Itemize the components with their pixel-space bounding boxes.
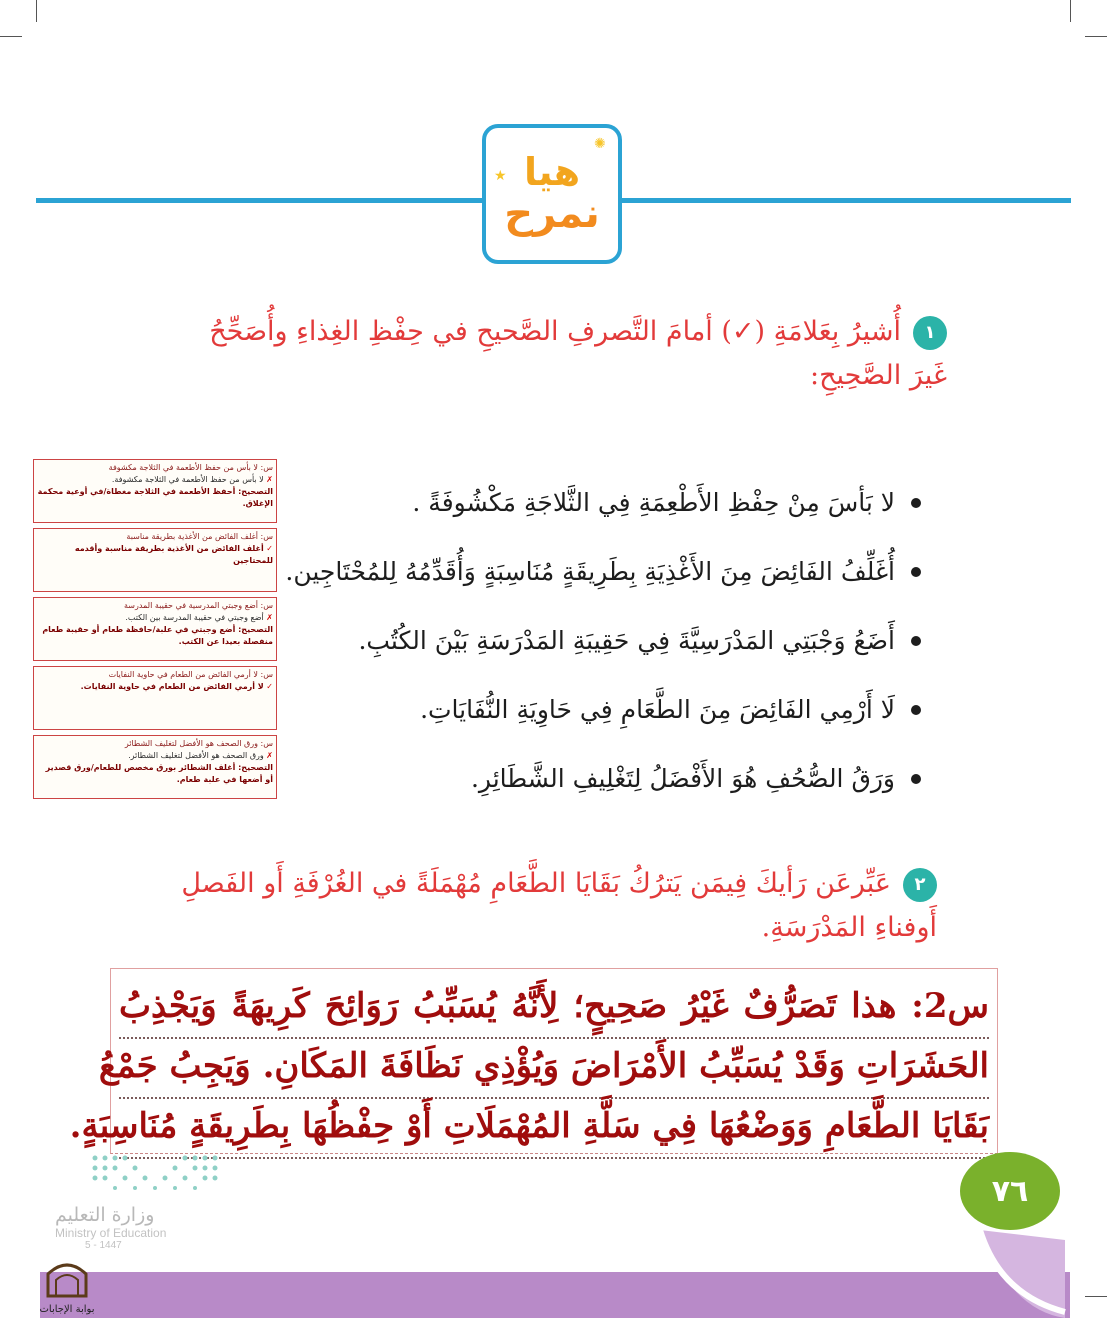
bullet-icon: [911, 498, 921, 508]
answer-correction: أغلف الفائض من الأغذية بطريقة مناسبة وأقدمه للمحتاجين: [74, 544, 273, 565]
answer-question: س: أغلف الفائض من الأغذية بطريقة مناسبة: [126, 532, 273, 541]
answer-question: س: لا بأس من حفظ الأطعمة في الثلاجة مكشوفة: [108, 463, 273, 472]
bullet-icon: [911, 567, 921, 577]
crop-mark: [0, 36, 22, 37]
list-item: [321, 744, 921, 813]
wrong-mark-icon: ✗: [266, 751, 273, 760]
answer-note: [33, 528, 277, 592]
question-2: [167, 862, 937, 950]
answer-question: س: أضع وجبتي المدرسية في حقيبة المدرسة: [124, 601, 273, 610]
footer-band: [40, 1272, 1070, 1318]
wrong-mark-icon: ✗: [266, 613, 273, 622]
answer-note: [33, 459, 277, 523]
answer-correction: التصحيح: أضع وجبتي في علبة/حافظة طعام أو حقيبة طعام منفصلة بعيدا عن الكتب.: [42, 625, 273, 646]
question-1: [167, 310, 947, 398]
answer-correction: التصحيح: أغلف الشطائر بورق مخصص للطعام/ورق قصدير أو أضعها في علبة طعام.: [45, 763, 273, 784]
list-item: [321, 468, 921, 537]
statement-text: لَا أَرْمِي الفَائِضَ مِنَ الطَّعَامِ فِي حَاوِيَةِ النُّفَايَاتِ.: [420, 695, 895, 724]
ministry-logo: [55, 1150, 225, 1251]
answer-question: س: لا أرمي الفائض من الطعام في حاوية النفايات: [108, 670, 273, 679]
answer-note: [33, 597, 277, 661]
star-icon: ★: [494, 168, 507, 184]
statement-list: [285, 468, 921, 813]
list-item: [321, 675, 921, 744]
statement-text: أُغَلِّفُ الفَائِضَ مِنَ الأَغْذِيَةِ بِطَرِيقَةٍ مُنَاسِبَةٍ وَأُقَدِّمُهُ لِلمُحْتَاجِين.: [285, 557, 895, 586]
check-mark-icon: ✓: [266, 682, 273, 691]
gate-label: بوابة الإجابات: [39, 1304, 95, 1315]
statement-text: لا بَأسَ مِنْ حِفْظِ الأَطْعِمَةِ فِي الثَّلاجَةِ مَكْشُوفَةً .: [412, 488, 895, 517]
answer-correction: التصحيح: أحفظ الأطعمة في الثلاجة مغطاة/في أوعية محكمة الإغلاق.: [37, 487, 273, 508]
bullet-icon: [911, 774, 921, 784]
answer-question: س: ورق الصحف هو الأفضل لتغليف الشطائر: [124, 739, 273, 748]
gate-icon: [30, 1258, 104, 1298]
bullet-icon: [911, 705, 921, 715]
question-number-1: ١: [913, 316, 947, 350]
ministry-year: 5 - 1447: [85, 1240, 122, 1251]
crop-mark: [1085, 1296, 1107, 1297]
page-number-badge: ٧٦: [960, 1152, 1060, 1230]
crop-mark: [1070, 0, 1071, 22]
statement-text: وَرَقُ الصُّحُفِ هُوَ الأَفْضَلُ لِتَغْلِيفِ الشَّطَائِرِ.: [470, 764, 895, 793]
answer-notes: [33, 459, 277, 804]
question-number-2: ٢: [903, 868, 937, 902]
activity-logo: [482, 124, 622, 264]
ministry-name-ar: وزارة التعليم: [55, 1204, 155, 1226]
check-mark-icon: ✓: [266, 544, 273, 553]
statement-text: أَضَعُ وَجْبَتِي المَدْرَسِيَّةَ فِي حَقِيبَةِ المَدْرَسَةِ بَيْنَ الكُتُبِ.: [358, 626, 895, 655]
answer-original: ورق الصحف هو الأفضل لتغليف الشطائر.: [128, 751, 264, 760]
wrong-mark-icon: ✗: [266, 475, 273, 484]
ministry-dots-icon: [85, 1150, 225, 1194]
answer-original: أضع وجبتي في حقيبة المدرسة بين الكتب.: [125, 613, 264, 622]
answer-2-line: بَقَايَا الطَّعَامِ وَوَضْعُهَا فِي سَلَّةِ المُهْمَلَاتِ أَوْ حِفْظُهَا بِطَرِيقَةٍ مُنَاسِبَةٍ.: [119, 1099, 989, 1159]
answer-original: لا بأس من حفظ الأطعمة في الثلاجة مكشوفة.: [111, 475, 264, 484]
ministry-name-en: Ministry of Education: [55, 1226, 167, 1240]
answer-note: [33, 735, 277, 799]
list-item: [285, 537, 921, 606]
bullet-icon: [911, 636, 921, 646]
answer-2-line: الحَشَرَاتِ وَقَدْ يُسَبِّبُ الأَمْرَاضَ وَيُؤْذِي نَظَافَةَ المَكَانِ. وَيَجِبُ جَمْعُ: [119, 1039, 989, 1099]
answer-2-line: س2: هذا تَصَرُّفٌ غَيْرُ صَحِيحٍ؛ لِأَنَّهُ يُسَبِّبُ رَوَائِحَ كَرِيهَةً وَيَجْذِبُ: [119, 979, 989, 1039]
answers-gate-logo: [30, 1258, 104, 1315]
list-item: [321, 606, 921, 675]
logo-line-1: هيا: [523, 150, 581, 195]
sun-icon: ✺: [594, 136, 606, 152]
logo-line-2: نمرح: [504, 190, 600, 237]
answer-2-box: [69, 968, 998, 1154]
question-1-text: أُشيرُ بِعَلامَةِ (✓) أمامَ التَّصرفِ الصَّحيحِ في حِفْظِ الغِذاءِ وأُصَحِّحُ غَيرَ الصَّحِيحِ:: [209, 316, 947, 391]
question-2-text: عَبِّرعَن رَأيكَ فِيمَن يَترُكُ بَقَايَا الطَّعَامِ مُهْمَلَةً في الغُرْفَةِ أَو الفَصلِ أَوفناءِ المَدْرَسَةِ.: [181, 868, 937, 943]
answer-note: [33, 666, 277, 730]
answer-correction: لا أرمي الفائض من الطعام في حاوية النفايات.: [80, 682, 264, 691]
crop-mark: [36, 0, 37, 22]
crop-mark: [1085, 36, 1107, 37]
